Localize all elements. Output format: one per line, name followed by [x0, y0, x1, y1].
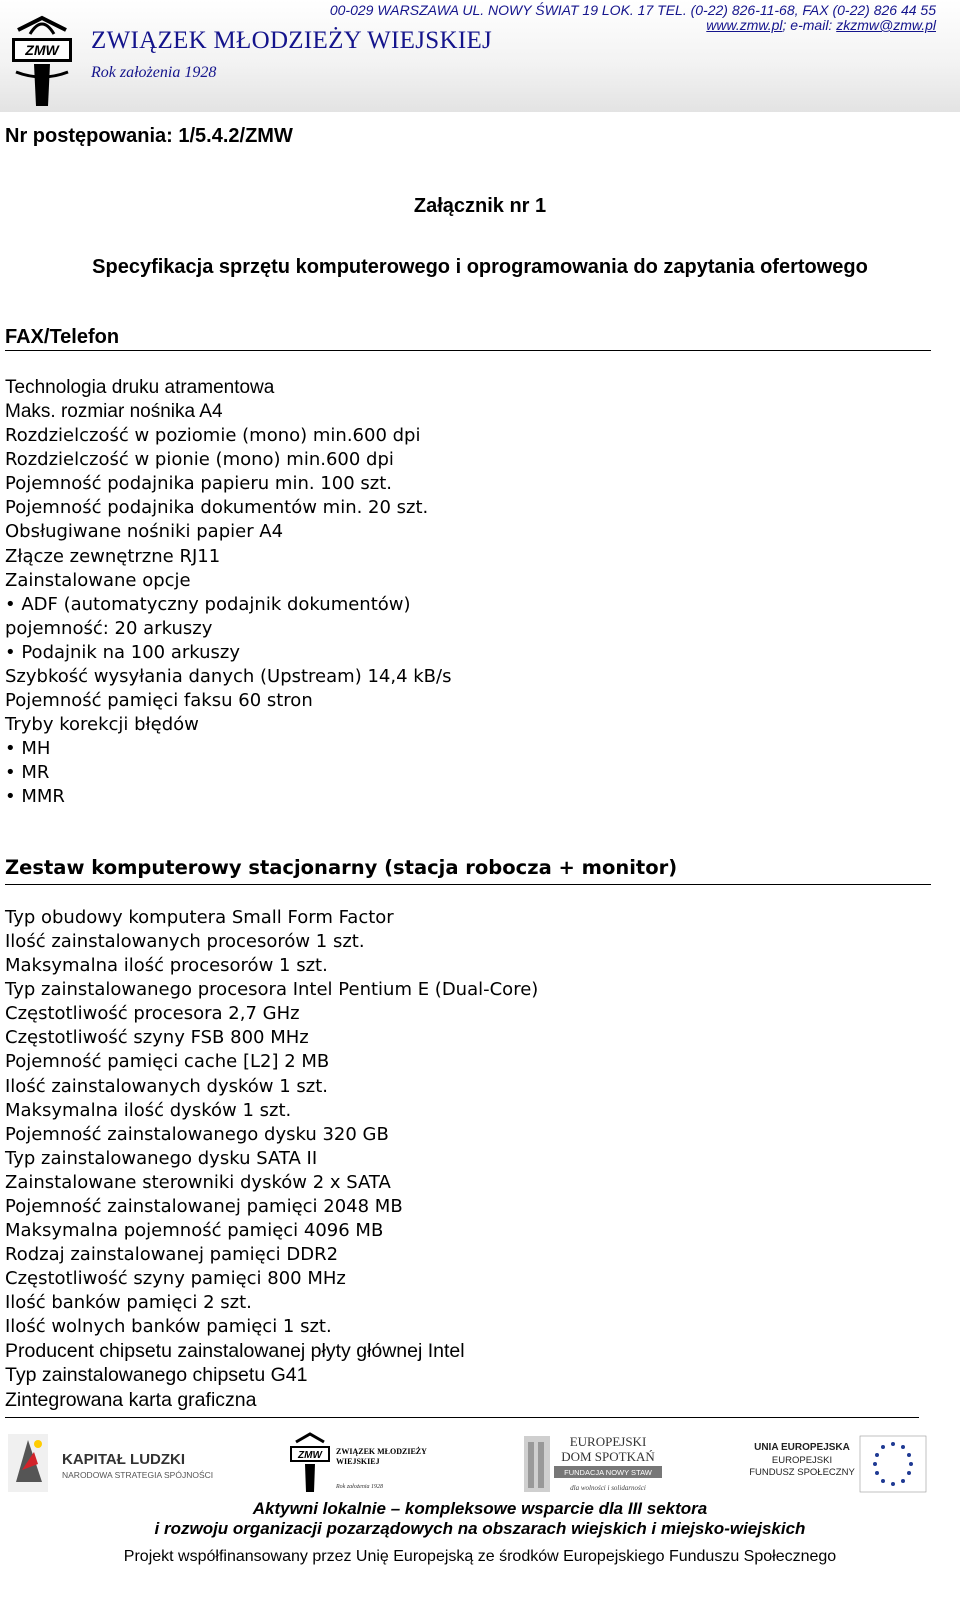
list-item: Rozdzielczość w poziomie (mono) min.600 dpi [5, 425, 421, 447]
logo-text: ZMW [25, 42, 59, 58]
list-item: • Podajnik na 100 arkuszy [5, 641, 241, 663]
list-item: Ilość banków pamięci 2 szt. [5, 1292, 252, 1314]
list-item: Typ zainstalowanego procesora Intel Pentium E (Dual-Core) [5, 979, 539, 1001]
list-item: Typ zainstalowanego dysku SATA II [5, 1147, 318, 1169]
procedure-number: Nr postępowania: 1/5.4.2/ZMW [5, 125, 293, 147]
list-item: Ilość zainstalowanych procesorów 1 szt. [5, 931, 365, 953]
list-item: Złącze zewnętrzne RJ11 [5, 545, 221, 567]
section-title-computer: Zestaw komputerowy stacjonarny (stacja robocza + monitor) [5, 856, 678, 879]
list-item: Zainstalowane sterowniki dysków 2 x SATA [5, 1171, 391, 1193]
website-link[interactable]: www.zmw.pl [706, 17, 783, 33]
list-item: Zintegrowana karta graficzna [5, 1388, 257, 1411]
list-item: • MH [5, 738, 51, 760]
computer-spec-list [5, 906, 538, 1412]
organization-founded: Rok założenia 1928 [91, 64, 217, 81]
list-item: Technologia druku atramentowa [5, 377, 275, 398]
fax-spec-list [5, 376, 451, 809]
footer-project-title-line-1: Aktywni lokalnie – kompleksowe wsparcie dla III sektora [252, 1499, 708, 1518]
list-item: Maksymalna ilość dysków 1 szt. [5, 1099, 292, 1121]
zmw-footer-name-1: ZWIĄZEK MŁODZIEŻY [336, 1447, 427, 1456]
kapital-subtitle: NARODOWA STRATEGIA SPÓJNOŚCI [62, 1470, 214, 1480]
list-item: pojemność: 20 arkuszy [5, 617, 213, 639]
zmw-logo [10, 12, 74, 110]
organization-name: ZWIĄZEK MŁODZIEŻY WIEJSKIEJ [91, 27, 493, 54]
footer-funding-note: Projekt współfinansowany przez Unię Europejską ze środków Europejskiego Funduszu Społecznego [123, 1548, 837, 1565]
list-item: Zainstalowane opcje [5, 569, 191, 591]
section-title-fax: FAX/Telefon [5, 326, 120, 348]
list-item: Szybkość wysyłania danych (Upstream) 14,4 kB/s [5, 665, 452, 687]
logo-text: ZMW [298, 1450, 322, 1461]
ue-line-3: FUNDUSZ SPOŁECZNY [749, 1467, 855, 1478]
footer-divider [5, 1417, 919, 1418]
list-item: Pojemność podajnika dokumentów min. 20 szt. [5, 497, 429, 519]
list-item: Rozdzielczość w pionie (mono) min.600 dpi [5, 449, 394, 471]
eu-social-fund-logo [749, 1430, 932, 1498]
kapital-title: KAPITAŁ LUDZKI [62, 1451, 186, 1468]
list-item: • MMR [5, 786, 65, 808]
ue-line-1: UNIA EUROPEJSKA [754, 1442, 850, 1453]
annex-title: Załącznik nr 1 [413, 195, 547, 217]
eds-line-4: dla wolności i solidarności [570, 1484, 646, 1492]
list-item: Maksymalna pojemność pamięci 4096 MB [5, 1220, 384, 1242]
organization-address: 00-029 WARSZAWA UL. NOWY ŚWIAT 19 LOK. 17 TEL. (0-22) 826-11-68, FAX (0-22) 826 44 55 [329, 2, 936, 18]
zmw-footer-logo [288, 1430, 427, 1498]
list-item: Ilość wolnych banków pamięci 1 szt. [5, 1316, 332, 1338]
list-item: Częstotliwość szyny pamięci 800 MHz [5, 1268, 346, 1290]
list-item: Producent chipsetu zainstalowanej płyty głównej Intel [5, 1340, 465, 1363]
email-link[interactable]: zkzmw@zmw.pl [836, 17, 936, 33]
list-item: Częstotliwość procesora 2,7 GHz [5, 1003, 300, 1025]
list-item: Rodzaj zainstalowanej pamięci DDR2 [5, 1244, 339, 1266]
list-item: Tryby korekcji błędów [5, 714, 199, 736]
list-item: Pojemność podajnika papieru min. 100 szt. [5, 473, 392, 495]
list-item: • ADF (automatyczny podajnik dokumentów) [5, 593, 411, 615]
ue-line-2: EUROPEJSKI [771, 1455, 833, 1466]
organization-contact [706, 17, 936, 33]
eds-line-2: DOM SPOTKAŃ [561, 1449, 655, 1464]
list-item: Ilość zainstalowanych dysków 1 szt. [5, 1075, 328, 1097]
list-item: Pojemność zainstalowanej pamięci 2048 MB [5, 1195, 403, 1217]
footer-project-title-line-2: i rozwoju organizacji pozarządowych na obszarach wiejskich i miejsko-wiejskich [154, 1519, 806, 1538]
section-divider [5, 884, 931, 885]
section-divider [5, 350, 931, 351]
list-item: Częstotliwość szyny FSB 800 MHz [5, 1027, 309, 1049]
specification-title: Specyfikacja sprzętu komputerowego i oprogramowania do zapytania ofertowego [92, 256, 868, 278]
list-item: Pojemność pamięci cache [L2] 2 MB [5, 1051, 330, 1073]
eds-line-3: FUNDACJA NOWY STAW [564, 1468, 652, 1477]
list-item: Typ obudowy komputera Small Form Factor [5, 907, 394, 928]
list-item: Pojemność pamięci faksu 60 stron [5, 690, 313, 712]
zmw-footer-founded: Rok założenia 1928 [336, 1484, 383, 1490]
list-item: Typ zainstalowanego chipsetu G41 [5, 1364, 308, 1387]
list-item: Maksymalna ilość procesorów 1 szt. [5, 955, 328, 977]
list-item: • MR [5, 762, 50, 784]
list-item: Pojemność zainstalowanego dysku 320 GB [5, 1123, 389, 1145]
list-item: Maks. rozmiar nośnika A4 [5, 401, 223, 423]
list-item: Obsługiwane nośniki papier A4 [5, 521, 284, 543]
zmw-footer-name-2: WIEJSKIEJ [336, 1457, 380, 1466]
europejski-dom-spotkan-logo [524, 1430, 664, 1498]
eds-line-1: EUROPEJSKI [569, 1434, 647, 1449]
kapital-ludzki-logo [8, 1430, 214, 1498]
email-prefix: ; e-mail: [782, 17, 837, 33]
